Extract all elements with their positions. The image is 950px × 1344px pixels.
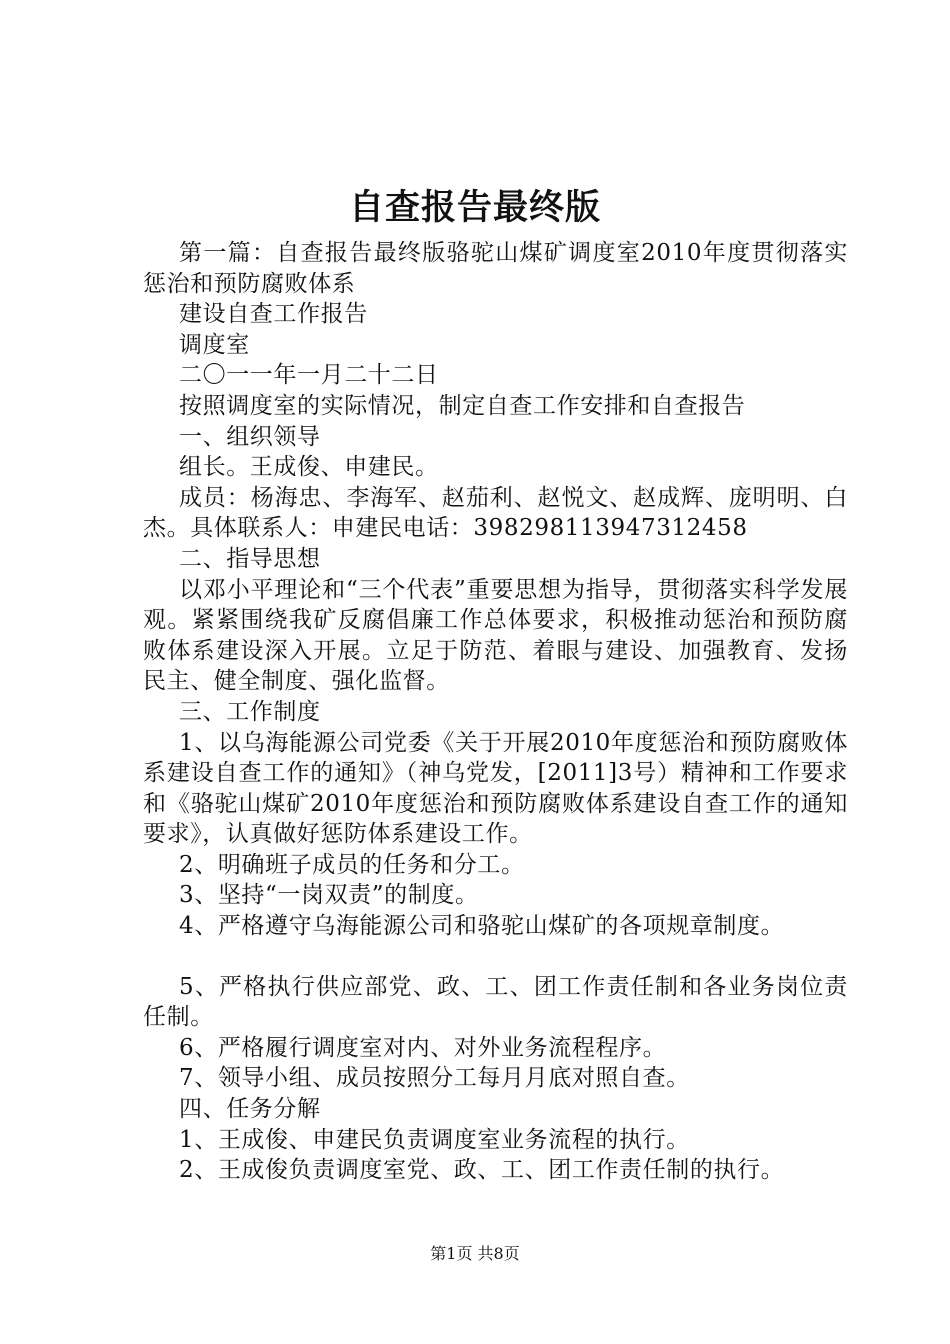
document-body [143,238,848,1186]
paragraph-department: 调度室 [179,331,250,358]
work-system-item-3: 3、坚持“一岗双责”的制度。 [179,882,479,909]
page-number-footer: 第1页 共8页 [430,1244,520,1263]
task-item-1: 1、王成俊、申建民负责调度室业务流程的执行。 [179,1126,690,1153]
paragraph-purpose: 按照调度室的实际情况，制定自查工作安排和自查报告 [179,392,746,419]
paragraph-date: 二〇一一年一月二十二日 [179,362,439,389]
heading-organization: 一、组织领导 [179,423,321,450]
document-title: 自查报告最终版 [348,187,601,228]
task-item-2: 2、王成俊负责调度室党、政、工、团工作责任制的执行。 [179,1157,785,1184]
work-system-item-7: 7、领导小组、成员按照分工每月月底对照自查。 [179,1065,690,1092]
paragraph-guiding-thought: 以邓小平理论和“三个代表”重要思想为指导，贯彻落实科学发展观。紧紧围绕我矿反腐倡廉工作总体要求，积极推动惩治和预防腐败体系建设深入开展。立足于防范、着眼与建设、加强教育、发扬民主、健全制度、强化监督。 [143,576,848,695]
paragraph-report-title: 建设自查工作报告 [179,301,368,328]
heading-work-system: 三、工作制度 [179,698,321,725]
work-system-item-6: 6、严格履行调度室对内、对外业务流程程序。 [179,1034,667,1061]
paragraph-leaders: 组长。王成俊、申建民。 [179,454,439,481]
heading-task-breakdown: 四、任务分解 [179,1096,321,1123]
work-system-item-5: 5、严格执行供应部党、政、工、团工作责任制和各业务岗位责任制。 [143,973,848,1031]
work-system-item-2: 2、明确班子成员的任务和分工。 [179,851,525,878]
work-system-item-4: 4、严格遵守乌海能源公司和骆驼山煤矿的各项规章制度。 [179,913,785,940]
paragraph-members: 成员：杨海忠、李海军、赵茄利、赵悦文、赵成辉、庞明明、白杰。具体联系人：申建民电话：398298113947312458 [143,484,848,542]
paragraph-intro: 第一篇：自查报告最终版骆驼山煤矿调度室2010年度贯彻落实惩治和预防腐败体系 [143,240,848,297]
work-system-item-1: 1、以乌海能源公司党委《关于开展2010年度惩治和预防腐败体系建设自查工作的通知》（神乌党发，[2011]3号）精神和工作要求和《骆驼山煤矿2010年度惩治和预防腐败体系建设自查工作的通知要求》，认真做好惩防体系建设工作。 [143,729,848,848]
heading-guiding-thought: 二、指导思想 [179,545,321,572]
